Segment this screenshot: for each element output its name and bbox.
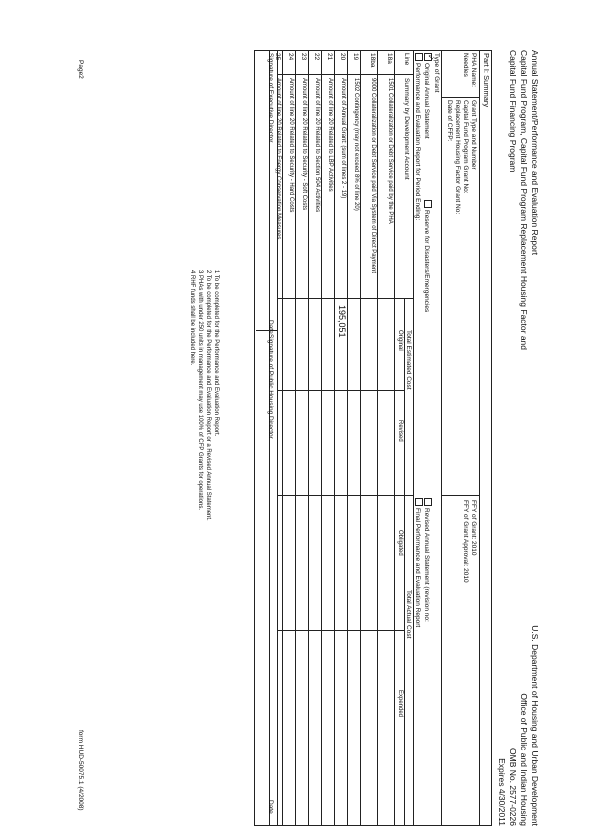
checkbox[interactable] [424, 498, 432, 506]
sub-original-header: Original [397, 330, 403, 351]
row-description: 1502 Contingency (may not exceed 8% of line 20) [353, 78, 359, 211]
col-estimated-header: Total Estimated Cost [405, 330, 412, 390]
expiration-date: Expires 4/30/2011 [497, 758, 507, 826]
ffy-grant-approval: FFY of Grant Approval: 2010 [462, 500, 469, 583]
row-description: 9000 Collateralization or Debt Service paid Via System of Direct Payment [370, 78, 376, 273]
form-number: form HUD-50075.1 (4/2008) [77, 730, 84, 811]
row-divider [377, 50, 378, 825]
sub-expended-header: Expended [397, 690, 403, 718]
type-of-grant-label: Type of Grant [433, 53, 440, 93]
omb-number: OMB No. 2577-0226 [508, 748, 518, 826]
checkbox-checked[interactable] [424, 53, 432, 61]
title-line-1: Annual Statement/Performance and Evaluation Report [530, 50, 540, 256]
agency-line-1: U.S. Department of Housing and Urban Development [530, 625, 540, 826]
row-divider [295, 50, 296, 825]
divider [278, 298, 414, 299]
pha-name-value: Needles [462, 53, 469, 77]
perf-period-label: Performance and Evaluation Report for Period Ending: [414, 63, 421, 221]
row-divider [308, 50, 309, 825]
rotated-document [60, 30, 613, 826]
row-description: Amount of Annual Grant: (sum of lines 2 - 19) [340, 78, 346, 199]
revised-statement-option[interactable] [423, 498, 432, 622]
pih-date-label: Date [267, 800, 274, 814]
grant-type-label: Grant Type and Number [470, 100, 477, 170]
row-line-number: 24 [287, 53, 294, 61]
row-description: Amount of line 20 Related to Energy Conservation Measures [275, 78, 281, 240]
divider [404, 298, 405, 825]
original-statement-label: Original Annual Statement [423, 63, 430, 139]
row-divider [360, 50, 361, 825]
row-divider [282, 50, 283, 825]
row-line-number: 19 [352, 53, 359, 61]
exec-date-label: Date [267, 320, 274, 334]
checkbox[interactable] [424, 200, 432, 208]
divider [256, 330, 278, 331]
checkbox[interactable] [415, 498, 423, 506]
row-description: Amount of line 20 Related to LBP Activities [327, 78, 333, 192]
perf-period-option[interactable] [414, 53, 423, 220]
agency-block [496, 625, 540, 826]
divider [278, 630, 405, 631]
title-line-2: Capital Fund Program, Capital Fund Program Replacement Housing Factor and [519, 50, 529, 351]
row-divider [347, 50, 348, 825]
row-original-amount[interactable]: 195,051 [337, 305, 347, 338]
row-description: Amount of line 20 Related to Security - Hard Costs [288, 78, 294, 213]
cfp-grant-label: Capital Fund Program Grant No: [462, 100, 469, 194]
page-number: Page2 [77, 60, 84, 79]
divider [441, 50, 442, 825]
report-title [507, 50, 540, 350]
footnote-4: 4 RHF funds shall be included here. [189, 270, 195, 366]
col-summary-header: Summary by Development Account [403, 78, 410, 180]
footnote-2: 2 To be completed for the Performance and Evaluation Report or a Revised Annual Statement. [205, 270, 211, 521]
revised-statement-label: Revised Annual Statement (revision no: [423, 508, 430, 622]
final-report-option[interactable] [414, 498, 423, 627]
divider [413, 50, 414, 825]
row-description: Amount of line 20 Related to Section 504 Activities [314, 78, 320, 213]
pha-name-label: PHA Name: [470, 53, 477, 87]
footnote-1: 1 To be completed for the Performance and Evaluation Report. [213, 270, 219, 437]
footnote-3: 3 PHAs with under 250 units in management may use 100% of CFP Grants for operations. [197, 270, 203, 511]
part-label: Part I: Summary [482, 53, 491, 108]
document-content [60, 30, 550, 830]
pih-signature-label: Signature of Public Housing Director [267, 334, 274, 439]
row-line-number: 18a [386, 53, 393, 64]
sub-revised-header: Revised [397, 420, 403, 442]
title-line-3: Capital Fund Financing Program [508, 50, 518, 173]
row-line-number: 23 [300, 53, 307, 61]
original-statement-option[interactable] [423, 53, 432, 139]
cffp-date-label: Date of CFFP: [446, 100, 453, 142]
sub-obligated-header: Obligated [397, 530, 403, 556]
row-line-number: 21 [326, 53, 333, 61]
divider [278, 495, 414, 496]
row-divider [334, 50, 335, 825]
col-line-header: Line [403, 53, 410, 66]
row-line-number: 25 [274, 53, 281, 61]
footnotes [188, 270, 220, 521]
final-report-label: Final Performance and Evaluation Report [414, 508, 421, 628]
reserve-disasters-label: Reserve for Disasters/Emergencies [423, 210, 430, 313]
row-line-number: 18ba [369, 53, 376, 68]
divider [394, 50, 395, 825]
divider [442, 97, 480, 98]
agency-line-2: Office of Public and Indian Housing [519, 693, 529, 826]
exec-signature-label: Signature of Executive Director [267, 53, 274, 143]
divider [278, 74, 414, 75]
row-description: 1501 Collateralization or Debt Service paid by the PHA [387, 78, 393, 224]
row-line-number: 22 [313, 53, 320, 61]
rhf-grant-label: Replacement Housing Factor Grant No: [454, 100, 461, 215]
ffy-grant: FFY of Grant: 2010 [470, 500, 477, 556]
row-divider [321, 50, 322, 825]
checkbox[interactable] [415, 53, 423, 61]
row-line-number: 20 [339, 53, 346, 61]
row-description: Amount of line 20 Related to Security - Soft Costs [301, 78, 307, 211]
divider [479, 50, 480, 825]
divider [277, 50, 278, 825]
col-actual-header: Total Actual Cost [405, 590, 412, 639]
reserve-disasters-option[interactable] [423, 200, 432, 312]
divider [442, 495, 480, 496]
divider [278, 390, 405, 391]
